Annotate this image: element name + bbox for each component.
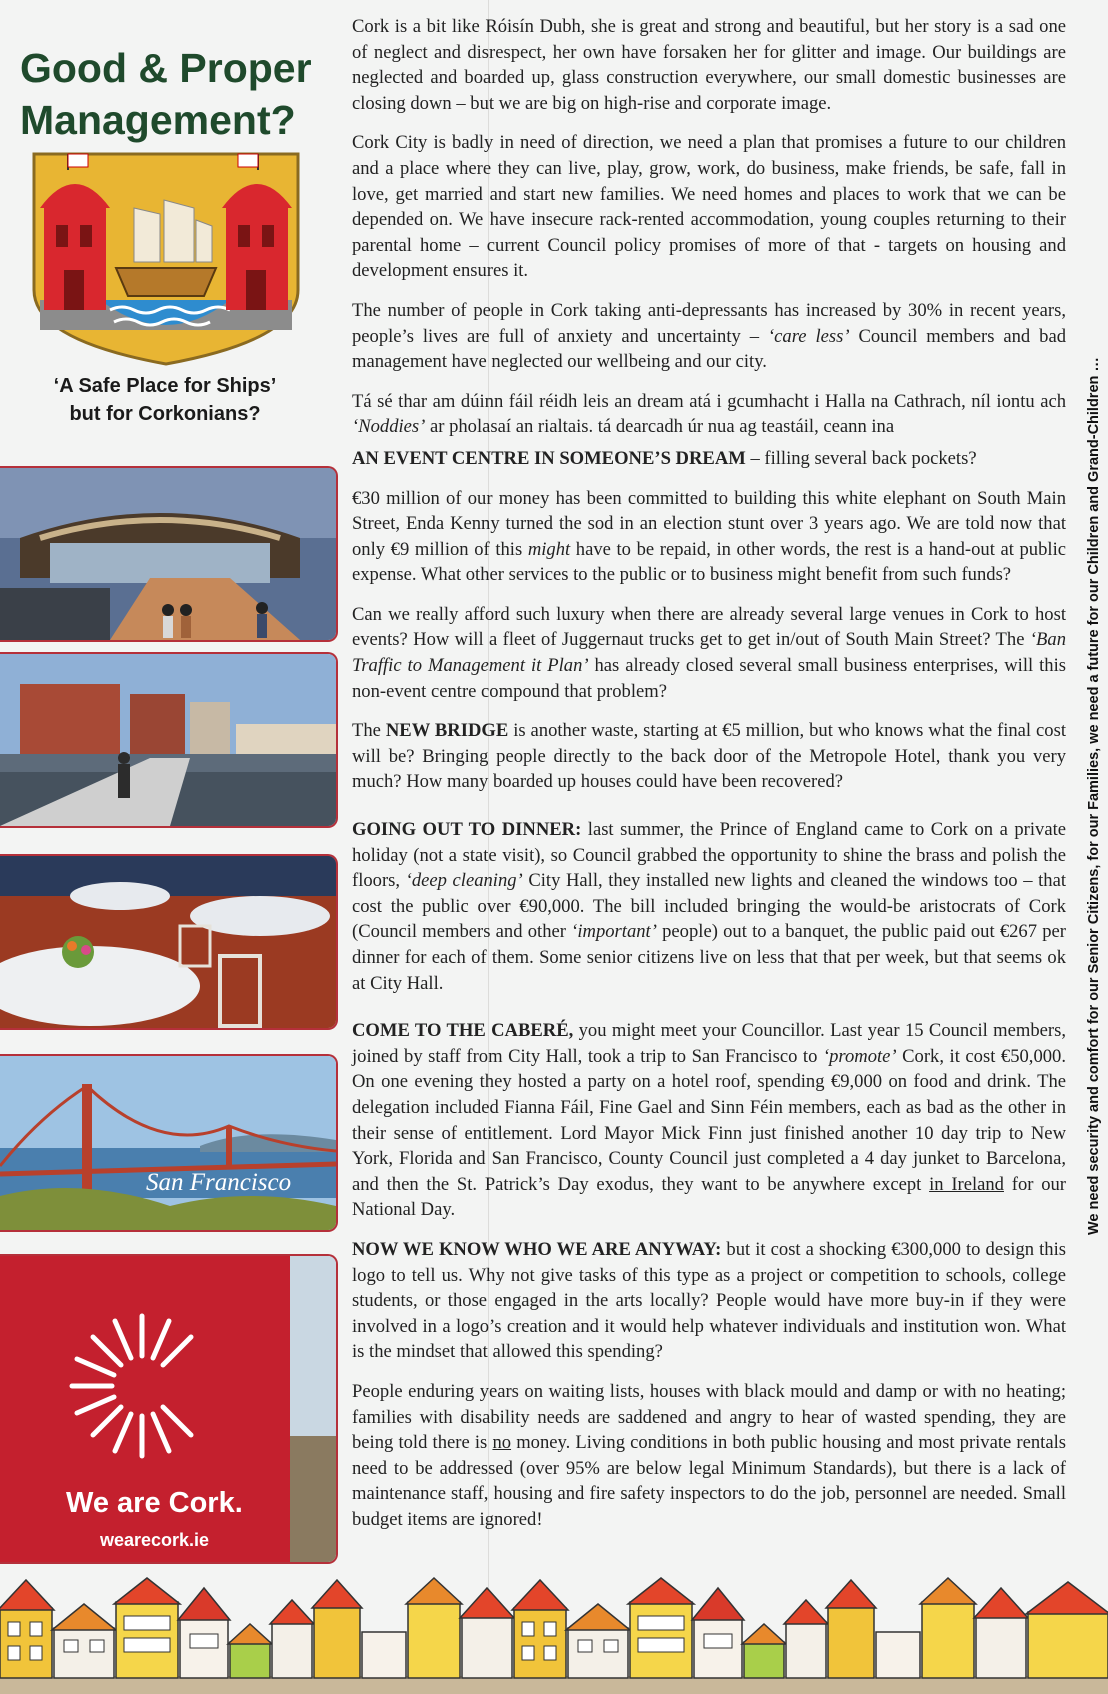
san-francisco-photo [0,1054,338,1232]
paragraph-event-traffic: Can we really afford such luxury when there are already several large venues in Cork to host events? How will a fleet of Juggernaut trucks get to get in/out of South Main Street? The ‘Ban Traffic to Management it Plan’ has already closed several small business enterprises, will this non-event centre compound that problem? [352,603,1066,702]
san-francisco-label: San Francisco [146,1169,292,1196]
paragraph-waiting-lists: People enduring years on waiting lists, houses with black mould and damp or with no heating; families with disability needs are saddened and angry to hear of wasted spending, they are being told there is no money. Living conditions in both public housing and most private rentals need to be addressed (over 95% are below legal Minimum Standards), but there is a lack of maintenance staff, housing and fire safety inspectors to do the job, personnel are needed. Small budget items are ignored! [352,1380,1066,1530]
paragraph-anti-depressants: The number of people in Cork taking anti-depressants has increased by 30% in recent years, people’s lives are full of anxiety and uncertainty – ‘care less’ Council members and bad management have neglected our wellbeing and our city. [352,299,1066,373]
we-are-cork-logo-photo [0,1254,338,1564]
paragraph-cabere: COME TO THE CABERÉ, you might meet your Councillor. Last year 15 Council members, joined by staff from City Hall, took a trip to San Francisco to ‘promote’ Cork, it cost €50,000. On one evening they hosted a party on a hotel roof, spending €9,000 on food and drink. The delegation included Fianna Fáil, Fine Gael and Sinn Féin members, each as bad as the other in their sense of entitlement. Lord Mayor Mick Finn just finished another 10 day trip to New York, Florida and San Francisco, County Council just completed a 4 day junket to Barcelona, and then the St. Patrick’s Day exodus, they want to be anywhere except in Ireland for our National Day. [352,1020,1066,1221]
paragraph-logo: NOW WE KNOW WHO WE ARE ANYWAY: but it cost a shocking €300,000 to design this logo to tell us. Why not give tasks of this type as a project or competition to schools, college students, or those engaged in the arts locally? People would have more buy-in if they were involved in a logo’s creation and it would help whatever individuals and institution won. What is the mindset that allowed this spending? [352,1238,1067,1363]
logo-url: wearecork.ie [100,1530,210,1550]
banquet-hall-photo [0,854,338,1030]
paragraph-intro: Cork is a bit like Róisín Dubh, she is great and strong and beautiful, but her story is a sad one of neglect and disrespect, her own have forsaken her for glitter and image. Our buildings are neglected and boarded up, glass construction everywhere, our small domestic businesses are closing down – but we are big on high-rise and corporate image. [352,16,1066,114]
crest-caption [30,372,300,428]
paragraph-direction: Cork City is badly in need of direction, we need a plan that promises a future to our children and a place where they can live, play, grow, work, do business, make friends, be safe, fall in love, get married and start new families. We need homes and places to work that we can be depended on. We have insecure rack-rented accommodation, young couples returning to their parental home – current Council policy promises of more of that - targets on housing and development ensures it. [352,132,1066,282]
houses-border-illustration [0,1572,1108,1694]
logo-text: We are Cork. [66,1487,243,1519]
cork-crest-image [30,150,302,368]
paragraph-irish: Tá sé thar am dúinn fáil réidh leis an dream atá i gcumhacht i Halla na Cathrach, níl iontu ach ‘Noddies’ ar pholasaí an rialtais. tá dearcadh úr nua ag teastáil, ceann ina [352,390,1066,438]
article-body [352,14,1066,1546]
vertical-side-banner: We need security and comfort for our Senior Citizens, for our Families, we need a future for our Children and Grand-Children … [1086,357,1102,1235]
headline: Good & Proper Management? [20,45,312,143]
caption-line-1: ‘A Safe Place for Ships’ [53,375,277,397]
event-centre-heading: AN EVENT CENTRE IN SOMEONE’S DREAM – filling several back pockets? [352,447,977,469]
caption-line-2: but for Corkonians? [69,403,261,425]
event-centre-photo [0,466,338,642]
paragraph-event-cost: €30 million of our money has been committed to building this white elephant on South Main Street, Enda Kenny turned the sod in an election stunt over 3 years ago. We are told now that only €9 million of this might have to be repaid, in other words, the rest is a hand-out at public expense. What other services to the public or to business might benefit from such funds? [352,487,1066,586]
paragraph-new-bridge: The NEW BRIDGE is another waste, starting at €5 million, but who knows what the final cost will be? Bringing people directly to the back door of the Metropole Hotel, thank you very much? How many boarded up houses could have been recovered? [352,720,1066,793]
paragraph-dinner: GOING OUT TO DINNER: last summer, the Prince of England came to Cork on a private holiday (not a state visit), so Council grabbed the opportunity to shine the brass and polish the floors, ‘deep cleaning’ City Hall, they installed new lights and cleaned the windows too – that cost the public over €90,000. The bill included bringing the would-be aristocrats of Cork (Council members and other ‘important’ people) out to a banquet, the public paid out €267 per dinner for each of them. Some senior citizens live on less that that per week, but that seems ok at City Hall. [352,819,1066,994]
new-bridge-photo [0,652,338,828]
